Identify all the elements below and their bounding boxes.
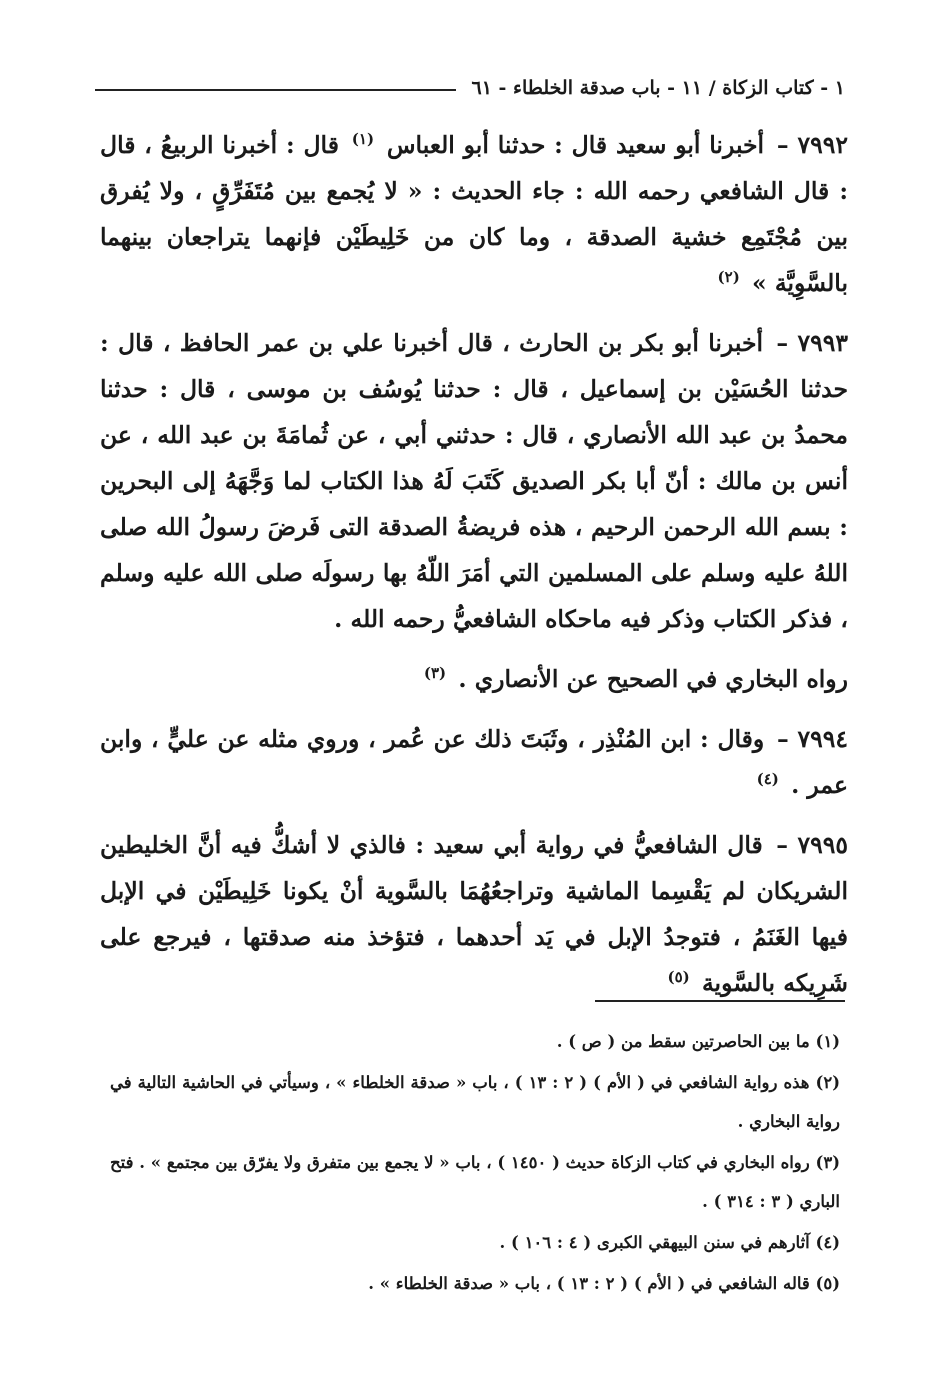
running-header [95,68,845,108]
footnote-2: (٢) هذه رواية الشافعي في ( الأم ) ( ٢ : ١٣ ) ، باب « صدقة الخلطاء » ، وسيأتي في الحاشية التالية في رواية البخاري . [110,1073,840,1131]
hadith-text: قال الشافعيُّ في رواية أبي سعيد : فالذي لا أشكُّ فيه أنَّ الخليطين الشريكان لم يَقْسِما الماشية وتراجعُهُمَا بالسَّوية أنْ يكونا خَلِيطَيْن في الإبل فيها الغَنَمُ ، فتوجدُ الإبل في يَد أحدهما ، فتؤخذ منه صدقتها ، فيرجع على شَرِيكه بالسَّوية [100,831,848,997]
hadith-7992 [100,122,848,306]
hadith-number: ٧٩٩٢ – [776,131,848,159]
hadith-number: ٧٩٩٤ – [777,725,848,753]
footnote-3: (٣) رواه البخاري في كتاب الزكاة حديث ( ١٤٥٠ ) ، باب « لا يجمع بين متفرق ولا يفرّق بين مجتمع » . فتح الباري ( ٣ : ٣١٤ ) . [110,1153,840,1211]
running-header-text: ١ - كتاب الزكاة / ١١ - باب صدقة الخلطاء - ٦١ [471,77,845,99]
footnote-ref: (٤) [756,770,779,789]
narration-note [100,656,848,702]
hadith-text: رواه البخاري في الصحيح عن الأنصاري . [458,665,848,693]
footnote-ref: (٢) [717,268,740,287]
footnote-separator [595,1000,845,1002]
footnotes [110,1022,840,1305]
hadith-text: وقال : ابن المُنْذِر ، وثَبَتَ ذلك عن عُمر ، وروي مثله عن عليٍّ ، وابن عمر . [100,725,848,799]
main-text [100,122,848,1020]
hadith-text: أخبرنا أبو بكر بن الحارث ، قال أخبرنا علي بن عمر الحافظ ، قال : حدثنا الحُسَيْن بن إسماعيل ، قال : حدثنا يُوسُف بن موسى ، قال : حدثنا محمدُ بن عبد الله الأنصاري ، قال : حدثني أبي ، عن ثُمامَةَ بن عبد الله ، عن أنس بن مالك : أنّ أبا بكر الصديق كَتَبَ لَهُ هذا الكتاب لما وَجَّهَهُ إلى البحرين : بسم الله الرحمن الرحيم ، هذه فريضةُ الصدقة التى فَرضَ رسولُ الله صلى اللهُ عليه وسلم على المسلمين التي أمَرَ اللّهُ بها رسولَه صلى الله عليه وسلم ، فذكر الكتاب وذكر فيه ماحكاه الشافعيُّ رحمه الله . [100,329,848,633]
footnote-ref: (٥) [667,968,690,987]
header-rule [95,89,456,91]
footnote-1: (١) ما بين الحاصرتين سقط من ( ص ) . [556,1032,840,1051]
hadith-text: أخبرنا أبو سعيد قال : حدثنا أبو العباس [386,131,765,159]
footnote-ref: (١) [351,130,375,149]
footnote-ref: (٣) [423,664,447,683]
footnote-5: (٥) قاله الشافعي في ( الأم ) ( ٢ : ١٣ ) ، باب « صدقة الخلطاء » . [368,1274,840,1293]
hadith-text: قال : أخبرنا الربيعُ ، قال : قال الشافعي رحمه الله : جاء الحديث : « لا يُجمع بين مُتَفَرِّقٍ ، ولا يُفرق بين مُجْتَمِع خشية الصدقة ، وما كان من خَلِيطَيْن فإنهما يتراجعان بينهما بالسَّوِيَّة » [100,131,848,297]
hadith-7995 [100,822,848,1006]
hadith-number: ٧٩٩٥ – [776,831,848,859]
hadith-7993 [100,320,848,642]
hadith-number: ٧٩٩٣ – [776,329,849,357]
footnote-4: (٤) آثارهم في سنن البيهقي الكبرى ( ٤ : ١٠٦ ) . [499,1233,840,1252]
hadith-7994 [100,716,848,808]
